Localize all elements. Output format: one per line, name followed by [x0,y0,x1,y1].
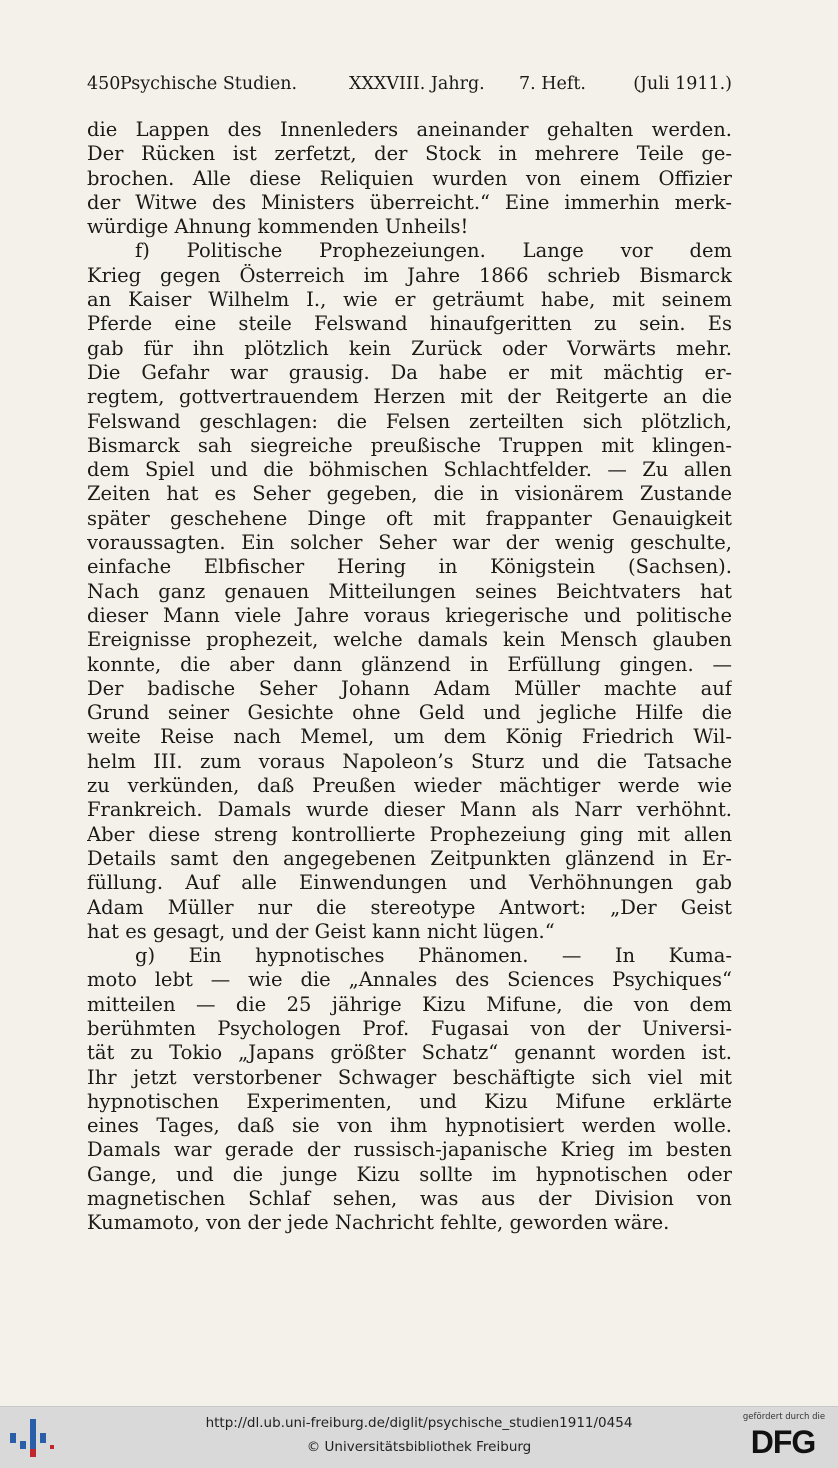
text-line: eines Tages, daß sie von ihm hypnotisiert werden wolle. [87,1114,732,1138]
text-line: Gange, und die junge Kizu sollte im hypnotischen oder [87,1162,732,1186]
dfg-logo-text: DFG [750,1424,816,1460]
text-line: zu verkünden, daß Preußen wieder mächtiger werde wie [87,774,732,798]
text-line: an Kaiser Wilhelm I., wie er geträumt habe, mit seinem [87,288,732,312]
text-line: g) Ein hypnotisches Phänomen. — In Kuma- [135,944,732,968]
text-line: mitteilen — die 25 jährige Kizu Mifune, die von dem [87,992,732,1016]
text-line: Zeiten hat es Seher gegeben, die in visionärem Zustande [87,482,732,506]
page-number: 450 [87,74,121,94]
text-line: Damals war gerade der russisch-japanische Krieg im besten [87,1138,732,1162]
text-line: regtem, gottvertrauendem Herzen mit der Reitgerte an die [87,385,732,409]
text-line: einfache Elbfischer Hering in Königstein (Sachsen). [87,555,732,579]
body-text [87,118,732,1236]
text-line: hat es gesagt, und der Geist kann nicht lügen.“ [87,919,555,943]
journal-title: Psychische Studien. [120,74,298,94]
text-line: Der badische Seher Johann Adam Müller machte auf [87,676,732,700]
text-line: füllung. Auf alle Einwendungen und Verhöhnungen gab [87,871,732,895]
text-line: tät zu Tokio „Japans größter Schatz“ genannt worden ist. [87,1041,732,1065]
text-line: Felswand geschlagen: die Felsen zerteilten sich plötzlich, [87,409,732,433]
dfg-logo [738,1412,830,1464]
running-header [87,74,732,100]
issue-label: 7. Heft. [519,74,586,94]
issue-date: (Juli 1911.) [633,74,732,94]
text-line: Details samt den angegebenen Zeitpunkten glänzend in Er- [87,846,732,870]
text-line: Aber diese streng kontrollierte Prophezeiung ging mit allen [87,822,732,846]
funder-caption: gefördert durch die [742,1412,826,1422]
text-line: später geschehene Dinge oft mit frappanter Genauigkeit [87,506,732,530]
text-line: Ereignisse prophezeit, welche damals kein Mensch glauben [87,628,732,652]
text-line: voraussagten. Ein solcher Seher war der wenig geschulte, [87,531,732,555]
text-line: dieser Mann viele Jahre voraus kriegerische und politische [87,603,732,627]
text-line: Pferde eine steile Felswand hinaufgeritten zu sein. Es [87,312,732,336]
text-line: berühmten Psychologen Prof. Fugasai von der Universi- [87,1016,732,1040]
permalink-link[interactable]: http://dl.ub.uni-freiburg.de/diglit/psychische_studien1911/0454 [205,1415,633,1431]
text-line: dem Spiel und die böhmischen Schlachtfelder. — Zu allen [87,458,732,482]
volume-label: XXXVIII. Jahrg. [349,74,485,94]
text-line: helm III. zum voraus Napoleon’s Sturz und die Tatsache [87,749,732,773]
text-line: moto lebt — wie die „Annales des Sciences Psychiques“ [87,968,732,992]
text-line: würdige Ahnung kommenden Unheils! [87,215,469,239]
text-line: Ihr jetzt verstorbener Schwager beschäftigte sich viel mit [87,1065,732,1089]
text-line: Bismarck sah siegreiche preußische Truppen mit klingen- [87,433,732,457]
viewer-footer [0,1406,838,1468]
text-line: magnetischen Schlaf sehen, was aus der Division von [87,1187,732,1211]
text-line: die Lappen des Innenleders aneinander gehalten werden. [87,118,732,141]
text-line: weite Reise nach Memel, um dem König Friedrich Wil- [87,725,732,749]
text-line: Der Rücken ist zerfetzt, der Stock in mehrere Teile ge- [87,142,732,166]
text-line: Adam Müller nur die stereotype Antwort: „Der Geist [87,895,732,919]
text-line: brochen. Alle diese Reliquien wurden von einem Offizier [87,166,732,190]
text-line: konnte, die aber dann glänzend in Erfüllung gingen. — [87,652,732,676]
copyright-notice: © Universitätsbibliothek Freiburg [306,1439,532,1455]
text-line: f) Politische Prophezeiungen. Lange vor dem [135,239,732,263]
text-line: hypnotischen Experimenten, und Kizu Mifune erklärte [87,1089,732,1113]
text-line: gab für ihn plötzlich kein Zurück oder Vorwärts mehr. [87,336,732,360]
text-line: Die Gefahr war grausig. Da habe er mit mächtig er- [87,360,732,384]
text-line: Grund seiner Gesichte ohne Geld und jegliche Hilfe die [87,701,732,725]
text-line: der Witwe des Ministers überreicht.“ Eine immerhin merk- [87,190,732,214]
text-line: Kumamoto, von der jede Nachricht fehlte, geworden wäre. [87,1211,670,1235]
text-line: Krieg gegen Österreich im Jahre 1866 schrieb Bismarck [87,263,732,287]
text-line: Nach ganz genauen Mitteilungen seines Beichtvaters hat [87,579,732,603]
text-line: Frankreich. Damals wurde dieser Mann als Narr verhöhnt. [87,798,732,822]
